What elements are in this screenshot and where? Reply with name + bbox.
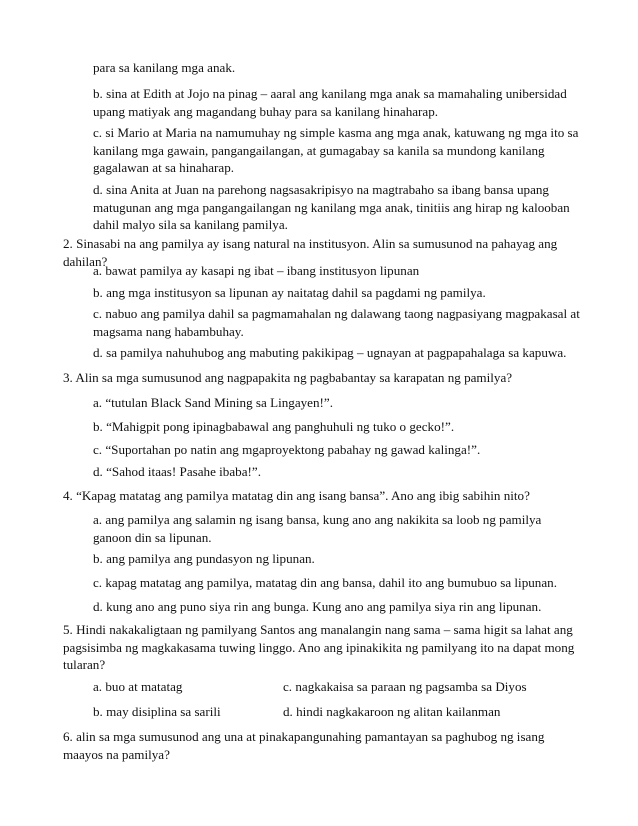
- q2-choice-c: c. nabuo ang pamilya dahil sa pagmamahalan ng dalawang taong nagpasiyang magpakasal at magsama nang habambuhay.: [93, 306, 580, 339]
- q6-question: 6. alin sa mga sumusunod ang una at pinakapangunahing pamantayan sa paghubog ng isang maayos na pamilya?: [63, 729, 545, 762]
- q5-choice-d: d. hindi nagkakaroon ng alitan kailanman: [283, 704, 501, 719]
- q1-choice-a-continuation: para sa kanilang mga anak.: [93, 60, 236, 75]
- q2-choice-d: d. sa pamilya nahuhubog ang mabuting pakikipag – ugnayan at pagpapahalaga sa kapuwa.: [93, 345, 567, 360]
- q3-choice-c: c. “Suportahan po natin ang mgaproyektong pabahay ng gawad kalinga!”.: [93, 442, 481, 457]
- q5-choice-b: b. may disiplina sa sarili: [93, 704, 221, 719]
- q4-choice-d: d. kung ano ang puno siya rin ang bunga. Kung ano ang pamilya siya rin ang lipunan.: [93, 599, 542, 614]
- q3-choice-b: b. “Mahigpit pong ipinagbabawal ang panghuhuli ng tuko o gecko!”.: [93, 419, 455, 434]
- q4-choice-a: a. ang pamilya ang salamin ng isang bansa, kung ano ang nakikita sa loob ng pamilya ganoon din sa lipunan.: [93, 512, 542, 545]
- q2-choice-b: b. ang mga institusyon sa lipunan ay naitatag dahil sa pagdami ng pamilya.: [93, 285, 486, 300]
- q3-question: 3. Alin sa mga sumusunod ang nagpapakita ng pagbabantay sa karapatan ng pamilya?: [63, 370, 513, 385]
- q1-choice-b: b. sina at Edith at Jojo na pinag – aaral ang kanilang mga anak sa mamahaling unibersidad upang matiyak ang magandang buhay para sa kanilang hinaharap.: [93, 86, 567, 119]
- q5-choice-c: c. nagkakaisa sa paraan ng pagsamba sa Diyos: [283, 679, 527, 694]
- q5-question: 5. Hindi nakakaligtaan ng pamilyang Santos ang manalangin nang sama – sama higit sa lahat ang pagsisimba ng magkakasama tuwing linggo. Ano ang ipinakikita ng pamilyang ito na dapat mong tularan?: [63, 622, 575, 673]
- q5-choice-a: a. buo at matatag: [93, 679, 183, 694]
- q4-question: 4. “Kapag matatag ang pamilya matatag din ang isang bansa”. Ano ang ibig sabihin nito?: [63, 488, 530, 503]
- q4-choice-c: c. kapag matatag ang pamilya, matatag din ang bansa, dahil ito ang bumubuo sa lipunan.: [93, 575, 557, 590]
- q4-choice-b: b. ang pamilya ang pundasyon ng lipunan.: [93, 551, 315, 566]
- q3-choice-a: a. “tutulan Black Sand Mining sa Lingayen!”.: [93, 395, 333, 410]
- q2-choice-a: a. bawat pamilya ay kasapi ng ibat – ibang institusyon lipunan: [93, 263, 420, 278]
- q2-question: 2. Sinasabi na ang pamilya ay isang natural na institusyon. Alin sa sumusunod na pahayag ang dahilan?: [63, 236, 558, 269]
- q1-choice-d: d. sina Anita at Juan na parehong nagsasakripisyo na magtrabaho sa ibang bansa upang matugunan ang mga pangangailangan ng kanilang mga anak, tinitiis ang hirap ng kalooban dahil malyo sila sa kanilang pamilya.: [93, 182, 570, 233]
- q3-choice-d: d. “Sahod itaas! Pasahe ibaba!”.: [93, 464, 261, 479]
- q1-choice-c: c. si Mario at Maria na namumuhay ng simple kasma ang mga anak, katuwang ng mga ito sa kanilang mga gawain, pangangailangan, at gumagabay sa kanila sa mundong kanilang gagalawan at sa hinaharap.: [93, 125, 579, 176]
